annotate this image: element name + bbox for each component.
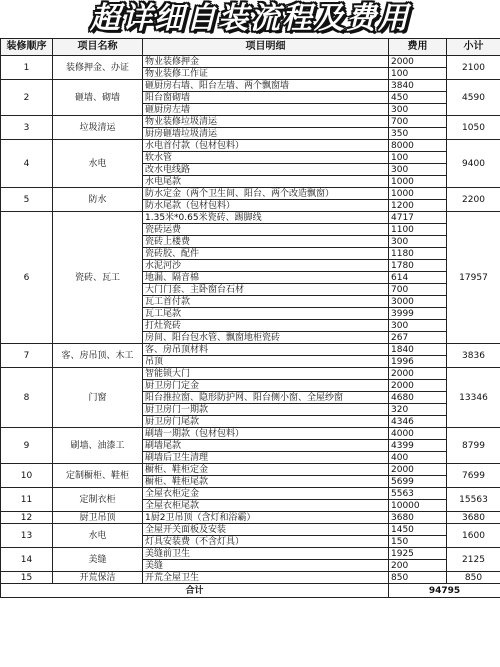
item-detail-cell: 客、房吊顶材料 [143,344,389,356]
cost-table [0,38,500,598]
item-detail-cell: 瓦工首付款 [143,296,389,308]
group-order-cell: 5 [1,188,53,212]
table-row [1,212,500,224]
item-detail-cell: 瓷砖胶、配件 [143,248,389,260]
table-row [1,428,500,440]
group-subtotal-cell: 3836 [447,344,500,368]
item-detail-cell: 厨卫房门尾款 [143,416,389,428]
item-fee-cell: 350 [389,128,447,140]
item-detail-cell: 全屋衣柜定金 [143,488,389,500]
item-detail-cell: 水电首付款（包材包料） [143,140,389,152]
item-fee-cell: 4680 [389,392,447,404]
group-subtotal-cell: 7699 [447,464,500,488]
item-fee-cell: 700 [389,284,447,296]
page-title: 超详细自装流程及费用 [90,1,410,36]
header-row [1,39,500,56]
table-row [1,488,500,500]
item-fee-cell: 1180 [389,248,447,260]
header-order: 装修顺序 [1,39,53,56]
group-name-cell: 砸墙、砌墙 [53,80,143,116]
table-row [1,140,500,152]
item-fee-cell: 700 [389,116,447,128]
group-order-cell: 8 [1,368,53,428]
item-fee-cell: 300 [389,104,447,116]
table-row [1,116,500,128]
group-subtotal-cell: 2200 [447,188,500,212]
item-detail-cell: 橱柜、鞋柜定金 [143,464,389,476]
table-row [1,512,500,524]
item-fee-cell: 100 [389,68,447,80]
group-name-cell: 水电 [53,524,143,548]
table-row [1,56,500,68]
item-fee-cell: 400 [389,452,447,464]
item-fee-cell: 300 [389,320,447,332]
item-fee-cell: 100 [389,152,447,164]
table-row [1,524,500,536]
item-detail-cell: 砸厨房右墙、阳台左墙、两个飘窗墙 [143,80,389,92]
item-detail-cell: 物业装修工作证 [143,68,389,80]
item-fee-cell: 1100 [389,224,447,236]
item-fee-cell: 3680 [389,512,447,524]
item-fee-cell: 450 [389,92,447,104]
group-name-cell: 开荒保洁 [53,572,143,584]
header-subtotal: 小计 [447,39,500,56]
item-detail-cell: 灯具安装费（不含灯具） [143,536,389,548]
item-fee-cell: 8000 [389,140,447,152]
header-item-name: 项目名称 [53,39,143,56]
item-detail-cell: 厨房砸墙垃圾清运 [143,128,389,140]
item-detail-cell: 阳台窗砌墙 [143,92,389,104]
item-detail-cell: 全屋开关面板及安装 [143,524,389,536]
group-name-cell: 美缝 [53,548,143,572]
total-row [1,584,500,598]
item-detail-cell: 阳台推拉窗、隐形防护网、阳台侧小窗、全屋纱窗 [143,392,389,404]
group-subtotal-cell: 17957 [447,212,500,344]
table-row [1,548,500,560]
table-row [1,344,500,356]
item-detail-cell: 地漏、隔音棉 [143,272,389,284]
item-detail-cell: 软水管 [143,152,389,164]
table-row [1,368,500,380]
item-fee-cell: 300 [389,236,447,248]
group-order-cell: 14 [1,548,53,572]
item-fee-cell: 1200 [389,200,447,212]
item-fee-cell: 2000 [389,368,447,380]
item-fee-cell: 2000 [389,56,447,68]
item-detail-cell: 房间、阳台包水管、飘窗地柜瓷砖 [143,332,389,344]
group-order-cell: 11 [1,488,53,512]
item-fee-cell: 3000 [389,296,447,308]
item-detail-cell: 瓷砖上楼费 [143,236,389,248]
item-detail-cell: 物业装修垃圾清运 [143,116,389,128]
group-name-cell: 防水 [53,188,143,212]
item-fee-cell: 4346 [389,416,447,428]
group-order-cell: 4 [1,140,53,188]
item-detail-cell: 智能锁大门 [143,368,389,380]
group-subtotal-cell: 13346 [447,368,500,428]
item-fee-cell: 1450 [389,524,447,536]
group-order-cell: 6 [1,212,53,344]
item-fee-cell: 150 [389,536,447,548]
group-subtotal-cell: 3680 [447,512,500,524]
item-detail-cell: 美缝前卫生 [143,548,389,560]
group-subtotal-cell: 8799 [447,428,500,464]
item-fee-cell: 3999 [389,308,447,320]
item-fee-cell: 3840 [389,80,447,92]
group-name-cell: 门窗 [53,368,143,428]
group-name-cell: 瓷砖、瓦工 [53,212,143,344]
group-order-cell: 3 [1,116,53,140]
item-fee-cell: 1840 [389,344,447,356]
group-name-cell: 定制橱柜、鞋柜 [53,464,143,488]
item-detail-cell: 厨卫房门定金 [143,380,389,392]
group-subtotal-cell: 2125 [447,548,500,572]
item-detail-cell: 美缝 [143,560,389,572]
item-fee-cell: 10000 [389,500,447,512]
item-detail-cell: 刷墙尾款 [143,440,389,452]
item-detail-cell: 打灶瓷砖 [143,320,389,332]
table-row [1,80,500,92]
item-detail-cell: 水泥河沙 [143,260,389,272]
item-fee-cell: 1925 [389,548,447,560]
group-order-cell: 12 [1,512,53,524]
item-fee-cell: 4399 [389,440,447,452]
item-fee-cell: 2000 [389,464,447,476]
group-subtotal-cell: 15563 [447,488,500,512]
item-detail-cell: 厨卫房门一期款 [143,404,389,416]
table-row [1,464,500,476]
item-detail-cell: 改水电线路 [143,164,389,176]
group-order-cell: 1 [1,56,53,80]
item-fee-cell: 1000 [389,176,447,188]
item-fee-cell: 1780 [389,260,447,272]
header-fee: 费用 [389,39,447,56]
group-order-cell: 13 [1,524,53,548]
group-order-cell: 10 [1,464,53,488]
group-order-cell: 7 [1,344,53,368]
item-fee-cell: 4000 [389,428,447,440]
table-row [1,572,500,584]
table-row [1,188,500,200]
group-subtotal-cell: 2100 [447,56,500,80]
group-order-cell: 15 [1,572,53,584]
item-fee-cell: 2000 [389,380,447,392]
item-fee-cell: 5563 [389,488,447,500]
item-fee-cell: 1000 [389,188,447,200]
item-fee-cell: 850 [389,572,447,584]
item-detail-cell: 物业装修押金 [143,56,389,68]
item-fee-cell: 200 [389,560,447,572]
item-detail-cell: 刷墙一期款（包材包料） [143,428,389,440]
item-detail-cell: 防水定金（两个卫生间、阳台、两个改造飘窗） [143,188,389,200]
group-name-cell: 刷墙、油漆工 [53,428,143,464]
item-fee-cell: 614 [389,272,447,284]
group-subtotal-cell: 1050 [447,116,500,140]
total-label: 合计 [1,584,389,598]
item-detail-cell: 刷墙后卫生清理 [143,452,389,464]
group-order-cell: 2 [1,80,53,116]
total-value: 94795 [389,584,500,598]
item-detail-cell: 开荒全屋卫生 [143,572,389,584]
item-detail-cell: 吊顶 [143,356,389,368]
item-detail-cell: 水电尾款 [143,176,389,188]
item-fee-cell: 300 [389,164,447,176]
item-fee-cell: 320 [389,404,447,416]
group-name-cell: 定制衣柜 [53,488,143,512]
group-name-cell: 水电 [53,140,143,188]
item-fee-cell: 4717 [389,212,447,224]
table-body [1,56,500,584]
group-name-cell: 垃圾清运 [53,116,143,140]
item-fee-cell: 1996 [389,356,447,368]
table-footer [1,584,500,598]
item-detail-cell: 橱柜、鞋柜尾款 [143,476,389,488]
item-detail-cell: 瓦工尾款 [143,308,389,320]
group-subtotal-cell: 850 [447,572,500,584]
item-fee-cell: 5699 [389,476,447,488]
item-detail-cell: 大门门套、主卧窗台石材 [143,284,389,296]
title-banner [0,0,500,38]
header-item-detail: 项目明细 [143,39,389,56]
group-subtotal-cell: 9400 [447,140,500,188]
item-detail-cell: 1厨2卫吊顶（含灯和浴霸） [143,512,389,524]
item-detail-cell: 全屋衣柜尾款 [143,500,389,512]
group-name-cell: 厨卫吊顶 [53,512,143,524]
group-name-cell: 客、房吊顶、木工 [53,344,143,368]
group-subtotal-cell: 1600 [447,524,500,548]
group-order-cell: 9 [1,428,53,464]
item-detail-cell: 防水尾款（包材包料） [143,200,389,212]
group-name-cell: 装修押金、办证 [53,56,143,80]
table-header [1,39,500,56]
group-subtotal-cell: 4590 [447,80,500,116]
item-fee-cell: 267 [389,332,447,344]
item-detail-cell: 砸厨房左墙 [143,104,389,116]
item-detail-cell: 瓷砖运费 [143,224,389,236]
item-detail-cell: 1.35米*0.65米瓷砖、踢脚线 [143,212,389,224]
